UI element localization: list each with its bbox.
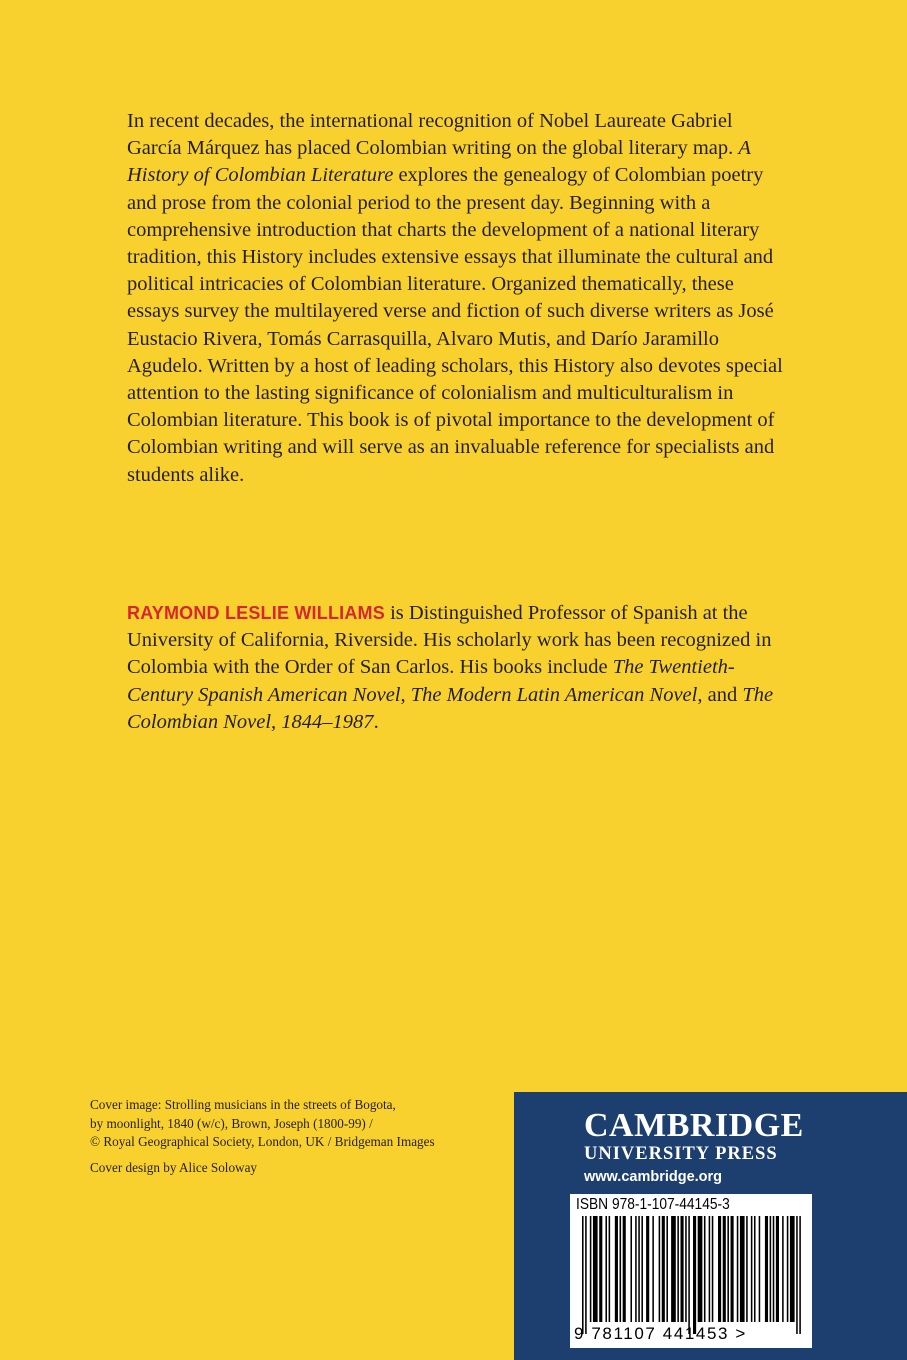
publisher-logo-subtitle: UNIVERSITY PRESS (584, 1144, 778, 1164)
barcode-bar (704, 1216, 706, 1322)
description-text-part1: In recent decades, the international recognition of Nobel Laureate Gabriel García Márquez has placed Colombian writing on the global literary map. (127, 110, 739, 160)
barcode-bar (620, 1216, 622, 1322)
barcode-bar (754, 1216, 756, 1322)
barcode-bar (623, 1216, 626, 1322)
barcode-bar (746, 1216, 748, 1322)
cover-credits (90, 1096, 500, 1177)
author-bio (127, 600, 787, 736)
barcode-box (570, 1194, 812, 1348)
barcode-bar (666, 1216, 668, 1322)
barcode-bar (688, 1216, 690, 1334)
barcode-bar (698, 1216, 703, 1322)
barcode-bar (662, 1216, 665, 1322)
barcode-bar (680, 1216, 683, 1322)
bio-end: . (373, 710, 379, 733)
barcode-bar (782, 1216, 784, 1322)
barcode-bar (652, 1216, 654, 1322)
bio-book-1: The Twentieth-Century Spanish American Novel (127, 656, 735, 706)
cover-design-credit: Cover design by Alice Soloway (90, 1159, 258, 1175)
barcode-bar (609, 1216, 611, 1322)
barcode-bar (585, 1216, 587, 1334)
credit-line-2: by moonlight, 1840 (w/c), Brown, Joseph (1800-99) / (90, 1115, 373, 1131)
publisher-panel (514, 1092, 907, 1360)
bio-book-3: The Colombian Novel, 1844–1987 (127, 683, 774, 733)
bio-separator-1: , (400, 683, 411, 706)
barcode-bar (677, 1216, 679, 1322)
credit-line-3: © Royal Geographical Society, London, UK / Bridgeman Images (90, 1134, 435, 1150)
barcode-bar (709, 1216, 711, 1322)
credit-line-1: Cover image: Strolling musicians in the streets of Bogota, (90, 1097, 396, 1112)
isbn-label: ISBN 978-1-107-44145-3 (576, 1196, 730, 1213)
barcode-bar (751, 1216, 753, 1322)
barcode-bar (590, 1216, 592, 1322)
barcode-digits: 9 781107 441453 > (574, 1324, 747, 1343)
barcode-bar (638, 1216, 640, 1322)
barcode-bar (605, 1216, 607, 1322)
bio-book-2: The Modern Latin American Novel (410, 683, 698, 706)
barcode-bar (787, 1216, 789, 1322)
bio-text: is Distinguished Professor of Spanish at the University of California, Riverside. His scholarly work has been recognized in Colombia with the Order of San Carlos. His books include (127, 602, 772, 679)
barcode-bar (727, 1216, 729, 1322)
barcode-bars (582, 1216, 804, 1334)
barcode-bar (718, 1216, 721, 1322)
barcode-bar (796, 1216, 798, 1334)
barcode-bar (740, 1216, 745, 1322)
barcode-bar (776, 1216, 779, 1322)
barcode-bar (693, 1216, 696, 1334)
barcode-bar (646, 1216, 649, 1322)
barcode-bar (723, 1216, 726, 1322)
barcode-bar (599, 1216, 602, 1322)
barcode-bar (635, 1216, 637, 1322)
book-title-italic: A History of Colombian Literature (127, 137, 751, 187)
barcode-bar (731, 1216, 734, 1322)
publisher-logo-name: CAMBRIDGE (584, 1107, 804, 1144)
barcode-bar (671, 1216, 676, 1322)
barcode-bar (685, 1216, 687, 1322)
barcode-bar (765, 1216, 768, 1322)
barcode-bar (790, 1216, 795, 1322)
book-description (127, 108, 787, 489)
barcode-bar (593, 1216, 598, 1322)
barcode-bar (641, 1216, 643, 1322)
barcode-bar (770, 1216, 772, 1322)
barcode-bar (582, 1216, 584, 1334)
author-name: RAYMOND LESLIE WILLIAMS (127, 603, 385, 623)
barcode-bar (799, 1216, 801, 1334)
description-text-part2: explores the genealogy of Colombian poetry and prose from the colonial period to the present day. Beginning with a comprehensive introduction that charts the development of a national literary tradition, this History includes extensive essays that illuminate the cultural and political intricacies of Colombian literature. Organized thematically, these essays survey the multilayered verse and fiction of such diverse writers as José Eustacio Rivera, Tomás Carrasquilla, Alvaro Mutis, and Darío Jaramillo Agudelo. Written by a host of leading scholars, this History also devotes special attention to the lasting significance of colonialism and multiculturalism in Colombian literature. This book is of pivotal importance to the development of Colombian writing and will serve as an invaluable reference for specialists and students alike. (127, 164, 783, 486)
barcode-bar (773, 1216, 775, 1322)
bio-separator-2: , and (697, 683, 743, 706)
barcode-bar (737, 1216, 739, 1322)
barcode-bar (759, 1216, 761, 1322)
barcode-bar (712, 1216, 714, 1322)
barcode-bar (615, 1216, 618, 1322)
barcode-bar (630, 1216, 632, 1322)
publisher-url: www.cambridge.org (584, 1169, 723, 1185)
barcode-bar (659, 1216, 661, 1322)
